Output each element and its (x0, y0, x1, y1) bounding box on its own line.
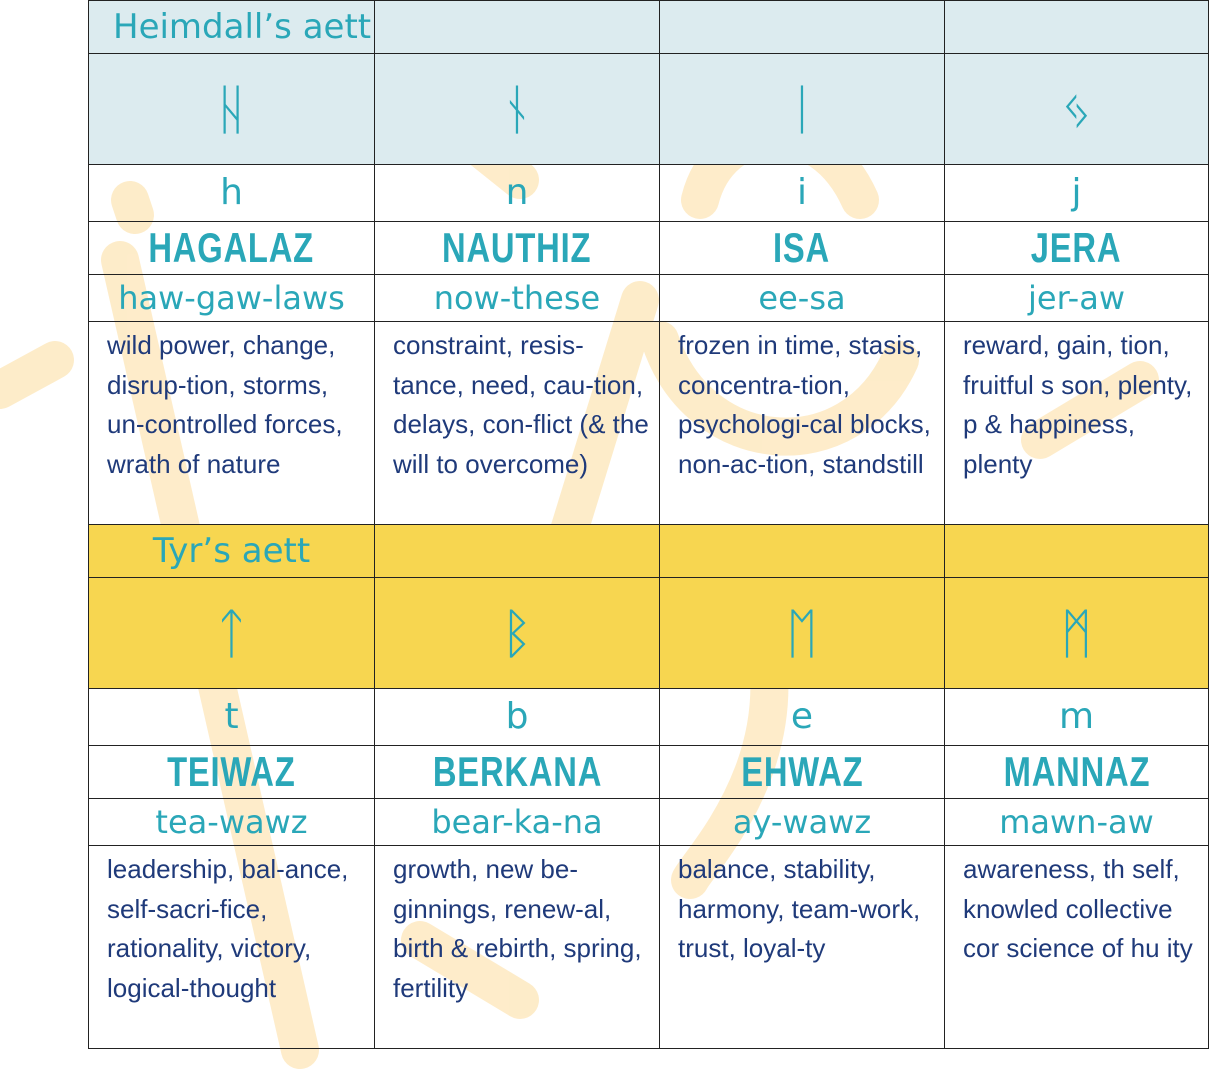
aett-header-row (89, 1, 1209, 54)
rune-letter: h (89, 165, 375, 222)
rune-letter-row (89, 165, 1209, 222)
rune-pronunciation: bear-ka-na (375, 799, 660, 846)
aett-title: Tyr’s aett (89, 525, 375, 578)
rune-name: HAGALAZ (148, 224, 315, 271)
rune-meaning: constraint, resis-tance, need, cau-tion, delays, con-flict (& the will to overcome) (375, 322, 660, 525)
rune-name: BERKANA (432, 748, 602, 795)
aett-title: Heimdall’s aett (89, 1, 375, 54)
rune-name: EHWAZ (740, 748, 864, 795)
rune-meaning-row (89, 322, 1209, 525)
rune-letter: m (945, 689, 1209, 746)
rune-name: MANNAZ (1003, 748, 1150, 795)
rune-letter: t (89, 689, 375, 746)
rune-pronunciation-row (89, 275, 1209, 322)
rune-meaning: awareness, th self, knowled collective cor science of hu ity (945, 846, 1209, 1049)
rune-name: TEIWAZ (167, 748, 296, 795)
rune-meaning: reward, gain, tion, fruitful s son, plenty, p & happiness, plenty (945, 322, 1209, 525)
rune-glyph: ᛒ (500, 601, 534, 665)
rune-letter: j (945, 165, 1209, 222)
rune-meaning: leadership, bal-ance, self-sacri-fice, rationality, victory, logical-thought (89, 846, 375, 1049)
rune-name-row (89, 222, 1209, 275)
rune-letter: b (375, 689, 660, 746)
rune-glyph: ᚾ (500, 77, 534, 141)
rune-glyph: ᛏ (215, 601, 248, 665)
rune-table (88, 0, 1209, 1049)
rune-name: NAUTHIZ (442, 224, 592, 271)
rune-meaning: frozen in time, stasis, concentra-tion, psychologi-cal blocks, non-ac-tion, standstill (660, 322, 945, 525)
rune-meaning-row (89, 846, 1209, 1049)
rune-pronunciation: haw-gaw-laws (89, 275, 375, 322)
rune-meaning: growth, new be-ginnings, renew-al, birth & rebirth, spring, fertility (375, 846, 660, 1049)
rune-pronunciation: ay-wawz (660, 799, 945, 846)
rune-glyph: ᛁ (785, 77, 819, 141)
rune-pronunciation: jer-aw (945, 275, 1209, 322)
rune-pronunciation: now-these (375, 275, 660, 322)
rune-glyph: ᚺ (215, 77, 248, 141)
rune-letter: i (660, 165, 945, 222)
rune-name-row (89, 746, 1209, 799)
rune-pronunciation: tea-wawz (89, 799, 375, 846)
rune-letter: n (375, 165, 660, 222)
rune-pronunciation-row (89, 799, 1209, 846)
rune-letter-row (89, 689, 1209, 746)
rune-glyph-row (89, 54, 1209, 165)
rune-glyph: ᛖ (785, 601, 819, 665)
rune-glyph-row (89, 578, 1209, 689)
rune-glyph: ᛗ (1060, 601, 1093, 665)
rune-pronunciation: ee-sa (660, 275, 945, 322)
rune-glyph: ᛃ (1060, 77, 1093, 141)
aett-header-row (89, 525, 1209, 578)
rune-pronunciation: mawn-aw (945, 799, 1209, 846)
rune-meaning: wild power, change, disrup-tion, storms, un-controlled forces, wrath of nature (89, 322, 375, 525)
rune-name: JERA (1031, 224, 1122, 271)
rune-letter: e (660, 689, 945, 746)
rune-name: ISA (773, 224, 831, 271)
rune-meaning: balance, stability, harmony, team-work, trust, loyal-ty (660, 846, 945, 1049)
